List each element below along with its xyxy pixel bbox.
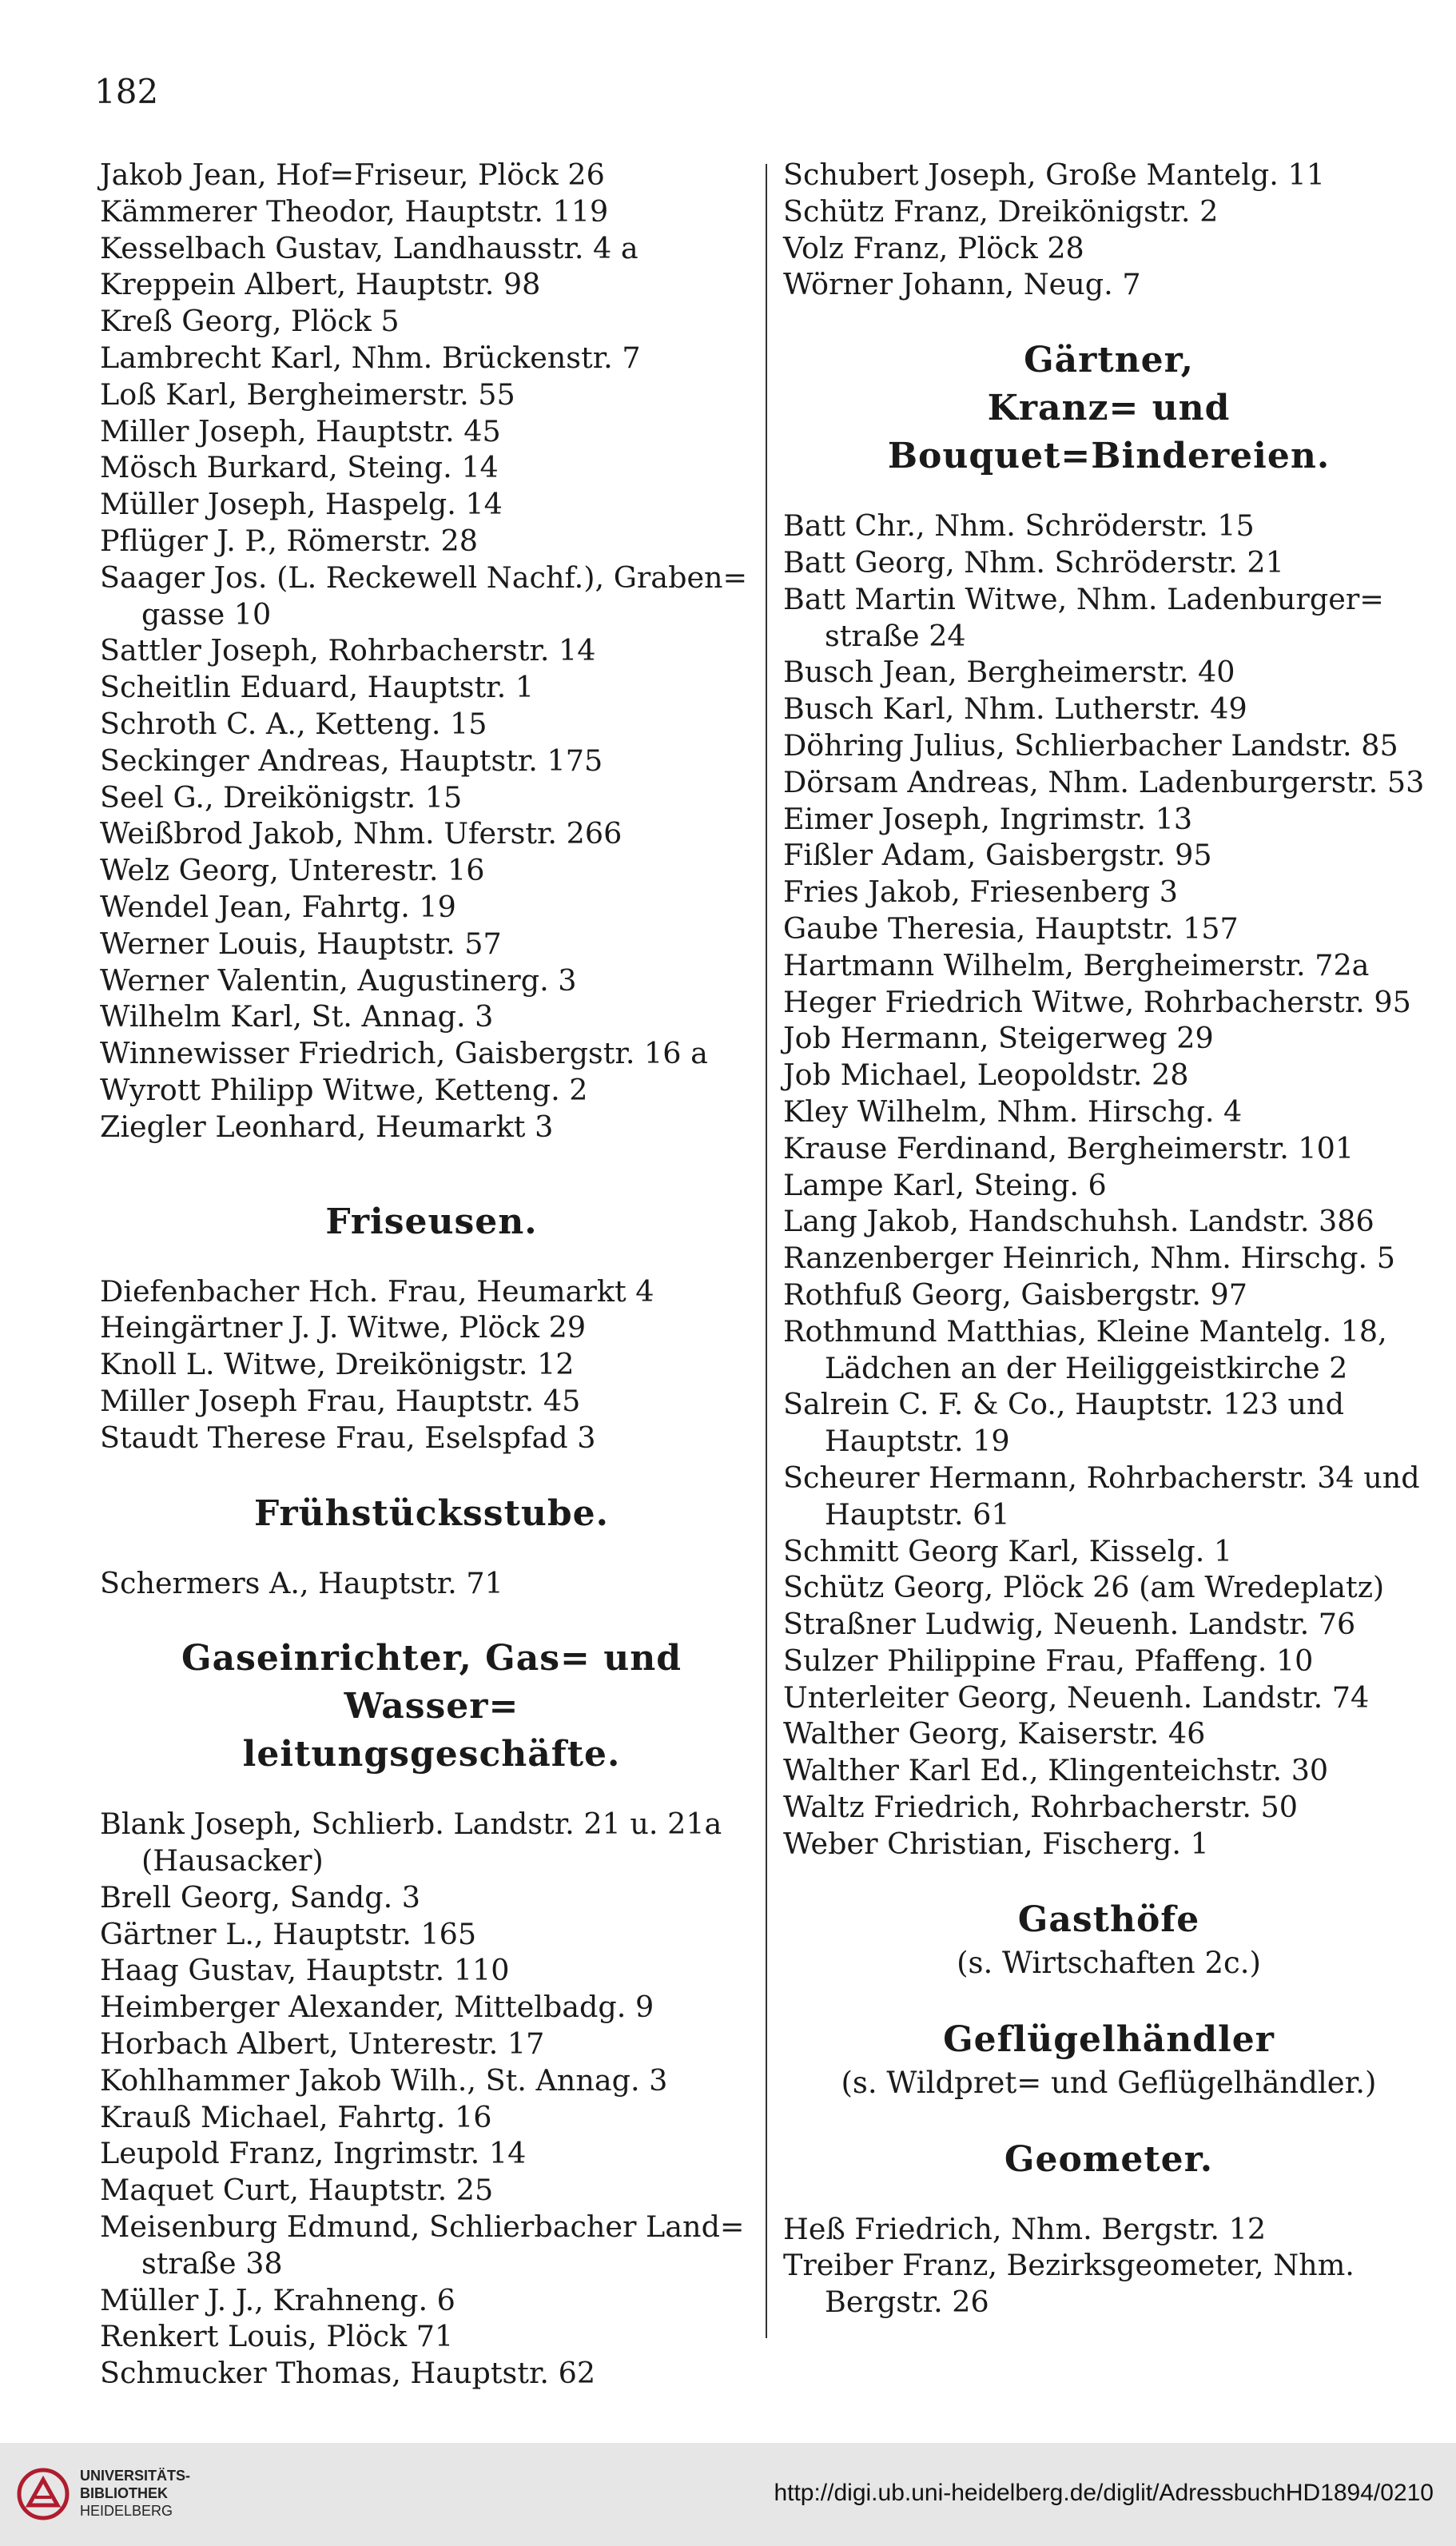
section-heading: Gasthöfe <box>1017 1899 1200 1940</box>
directory-entry: Diefenbacher Hch. Frau, Heumarkt 4 <box>100 1273 654 1309</box>
directory-entry: Straßner Ludwig, Neuenh. Landstr. 76 <box>783 1607 1356 1642</box>
section-heading: Geflügelhändler <box>943 2018 1275 2060</box>
directory-entry: Lambrecht Karl, Nhm. Brückenstr. 7 <box>100 340 641 375</box>
directory-entry: Fißler Adam, Gaisbergstr. 95 <box>783 838 1212 873</box>
directory-entry: Scheurer Hermann, Rohrbacherstr. 34 und <box>783 1460 1420 1495</box>
directory-entry: Schermers A., Hauptstr. 71 <box>100 1565 503 1600</box>
directory-entry-continuation: straße 38 <box>141 2245 283 2281</box>
directory-entry: Müller J. J., Krahneng. 6 <box>100 2282 455 2317</box>
column-divider <box>766 164 767 2338</box>
directory-entry: Rothmund Matthias, Kleine Mantelg. 18, <box>783 1313 1387 1349</box>
directory-entry: Busch Karl, Nhm. Lutherstr. 49 <box>783 691 1247 727</box>
directory-entry: Werner Valentin, Augustinerg. 3 <box>100 962 577 998</box>
library-line-1: UNIVERSITÄTS- <box>80 2468 191 2484</box>
directory-entry: Walther Karl Ed., Klingenteichstr. 30 <box>783 1753 1329 1788</box>
directory-entry: Mösch Burkard, Steing. 14 <box>100 450 499 485</box>
section-heading: Gärtner, <box>1024 340 1194 381</box>
directory-entry-continuation: Hauptstr. 19 <box>825 1424 1010 1459</box>
cross-reference-note: (s. Wirtschaften 2c.) <box>957 1945 1261 1980</box>
directory-entry: Renkert Louis, Plöck 71 <box>100 2319 454 2354</box>
directory-entry: Gaube Theresia, Hauptstr. 157 <box>783 910 1239 946</box>
directory-entry: Wörner Johann, Neug. 7 <box>783 267 1141 302</box>
directory-entry-continuation: Hauptstr. 61 <box>825 1496 1010 1532</box>
directory-entry: Krauß Michael, Fahrtg. 16 <box>100 2099 492 2134</box>
section-heading: Geometer. <box>1004 2138 1214 2180</box>
directory-entry: Schmitt Georg Karl, Kisselg. 1 <box>783 1533 1233 1568</box>
library-line-3: HEIDELBERG <box>80 2503 173 2519</box>
section-gap <box>100 1246 763 1273</box>
directory-entry: Heingärtner J. J. Witwe, Plöck 29 <box>100 1310 587 1345</box>
directory-entry: Haag Gustav, Hauptstr. 110 <box>100 1953 510 1988</box>
directory-entry: Job Hermann, Steigerweg 29 <box>783 1021 1214 1056</box>
directory-entry: Döhring Julius, Schlierbacher Landstr. 85 <box>783 727 1398 763</box>
directory-entry: Fries Jakob, Friesenberg 3 <box>783 875 1178 910</box>
directory-entry-continuation: (Hausacker) <box>141 1843 324 1879</box>
directory-entry: Pflüger J. P., Römerstr. 28 <box>100 523 479 558</box>
footer-bar <box>0 2443 1456 2546</box>
directory-entry: Blank Joseph, Schlierb. Landstr. 21 u. 21a <box>100 1807 722 1842</box>
directory-entry: Kreß Georg, Plöck 5 <box>100 304 400 339</box>
library-name <box>80 2467 190 2520</box>
directory-entry: Winnewisser Friedrich, Gaisbergstr. 16 a <box>100 1036 708 1071</box>
directory-entry: Loß Karl, Bergheimerstr. 55 <box>100 377 515 412</box>
directory-entry: Werner Louis, Hauptstr. 57 <box>100 926 502 961</box>
directory-entry: Welz Georg, Unterestr. 16 <box>100 853 485 888</box>
section-gap <box>100 1601 763 1635</box>
directory-entry-continuation: Bergstr. 26 <box>825 2285 989 2320</box>
directory-entry: Maquet Curt, Hauptstr. 25 <box>100 2173 494 2208</box>
directory-entry: Batt Martin Witwe, Nhm. Ladenburger= <box>783 581 1384 616</box>
source-url[interactable]: http://digi.ub.uni-heidelberg.de/diglit/AdressbuchHD1894/0210 <box>774 2480 1434 2506</box>
directory-entry: Meisenburg Edmund, Schlierbacher Land= <box>100 2209 745 2245</box>
directory-entry: Wendel Jean, Fahrtg. 19 <box>100 889 456 924</box>
directory-entry: Salrein C. F. & Co., Hauptstr. 123 und <box>783 1387 1344 1422</box>
directory-entry: Busch Jean, Bergheimerstr. 40 <box>783 655 1235 690</box>
directory-entry-continuation: gasse 10 <box>141 596 272 632</box>
section-gap <box>100 1146 763 1198</box>
directory-entry: Weißbrod Jakob, Nhm. Uferstr. 266 <box>100 816 623 851</box>
section-heading: Friseusen. <box>325 1201 538 1242</box>
directory-entry: Seckinger Andreas, Hauptstr. 175 <box>100 743 603 778</box>
directory-entry: Miller Joseph, Hauptstr. 45 <box>100 413 501 448</box>
directory-entry: Wyrott Philipp Witwe, Ketteng. 2 <box>100 1072 588 1107</box>
directory-entry: Sattler Joseph, Rohrbacherstr. 14 <box>100 633 596 668</box>
directory-entry: Schmucker Thomas, Hauptstr. 62 <box>100 2356 596 2391</box>
section-gap <box>783 303 1434 337</box>
section-heading: Gaseinrichter, Gas= und Wasser= <box>181 1638 682 1727</box>
directory-entry: Gärtner L., Hauptstr. 165 <box>100 1916 477 1951</box>
directory-entry: Saager Jos. (L. Reckewell Nachf.), Graben= <box>100 560 748 595</box>
directory-entry: Miller Joseph Frau, Hauptstr. 45 <box>100 1383 581 1418</box>
directory-entry: Knoll L. Witwe, Dreikönigstr. 12 <box>100 1347 575 1382</box>
directory-entry: Jakob Jean, Hof=Friseur, Plöck 26 <box>100 157 605 192</box>
directory-entry: Krause Ferdinand, Bergheimerstr. 101 <box>783 1130 1355 1165</box>
directory-entry: Staudt Therese Frau, Eselspfad 3 <box>100 1420 596 1455</box>
section-gap <box>100 1456 763 1490</box>
section-gap <box>783 1863 1434 1896</box>
directory-entry: Batt Georg, Nhm. Schröderstr. 21 <box>783 544 1284 580</box>
section-heading: leitungsgeschäfte. <box>242 1734 621 1775</box>
section-gap <box>783 1982 1434 2016</box>
directory-entry: Horbach Albert, Unterestr. 17 <box>100 2026 545 2062</box>
directory-entry: Schroth C. A., Ketteng. 15 <box>100 706 487 741</box>
directory-entry: Wilhelm Karl, St. Annag. 3 <box>100 999 494 1034</box>
directory-entry: Scheitlin Eduard, Hauptstr. 1 <box>100 670 535 705</box>
page-number: 182 <box>94 72 159 111</box>
directory-entry: Eimer Joseph, Ingrimstr. 13 <box>783 801 1193 836</box>
directory-entry: Seel G., Dreikönigstr. 15 <box>100 779 463 815</box>
directory-entry: Unterleiter Georg, Neuenh. Landstr. 74 <box>783 1679 1370 1715</box>
section-gap <box>100 1538 763 1565</box>
directory-entry: Lampe Karl, Steing. 6 <box>783 1167 1107 1202</box>
directory-entry: Heger Friedrich Witwe, Rohrbacherstr. 95 <box>783 984 1411 1019</box>
directory-entry: Müller Joseph, Haspelg. 14 <box>100 487 503 522</box>
directory-entry: Hartmann Wilhelm, Bergheimerstr. 72a <box>783 947 1370 982</box>
directory-entry: Kley Wilhelm, Nhm. Hirschg. 4 <box>783 1094 1243 1129</box>
directory-entry: Schütz Franz, Dreikönigstr. 2 <box>783 193 1219 229</box>
left-column <box>100 157 763 2392</box>
section-gap <box>100 1779 763 1806</box>
section-gap <box>783 2184 1434 2211</box>
cross-reference-note: (s. Wildpret= und Geflügelhändler.) <box>841 2065 1377 2100</box>
directory-entry: Lang Jakob, Handschuhsh. Landstr. 386 <box>783 1204 1374 1239</box>
directory-entry: Kreppein Albert, Hauptstr. 98 <box>100 267 541 302</box>
section-gap <box>783 480 1434 508</box>
directory-entry: Heimberger Alexander, Mittelbadg. 9 <box>100 1990 654 2025</box>
directory-entry: Sulzer Philippine Frau, Pfaffeng. 10 <box>783 1643 1314 1678</box>
directory-entry: Volz Franz, Plöck 28 <box>783 230 1084 265</box>
library-logo-icon <box>14 2465 72 2523</box>
directory-entry-continuation: Lädchen an der Heiliggeistkirche 2 <box>825 1350 1348 1385</box>
directory-entry: Schütz Georg, Plöck 26 (am Wredeplatz) <box>783 1570 1385 1605</box>
directory-entry: Ziegler Leonhard, Heumarkt 3 <box>100 1109 554 1144</box>
directory-entry: Rothfuß Georg, Gaisbergstr. 97 <box>783 1277 1247 1312</box>
right-column <box>783 157 1434 2321</box>
directory-entry-continuation: straße 24 <box>825 618 966 653</box>
section-heading: Frühstücksstube. <box>254 1492 609 1534</box>
directory-entry: Kämmerer Theodor, Hauptstr. 119 <box>100 193 609 229</box>
directory-entry: Walther Georg, Kaiserstr. 46 <box>783 1716 1206 1751</box>
directory-entry: Schubert Joseph, Große Mantelg. 11 <box>783 157 1325 192</box>
directory-entry: Kohlhammer Jakob Wilh., St. Annag. 3 <box>100 2062 668 2098</box>
directory-entry: Weber Christian, Fischerg. 1 <box>783 1826 1209 1861</box>
directory-entry: Leupold Franz, Ingrimstr. 14 <box>100 2136 527 2171</box>
directory-entry: Dörsam Andreas, Nhm. Ladenburgerstr. 53 <box>783 764 1425 799</box>
directory-entry: Heß Friedrich, Nhm. Bergstr. 12 <box>783 2211 1267 2246</box>
library-line-2: BIBLIOTHEK <box>80 2485 168 2501</box>
directory-entry: Treiber Franz, Bezirksgeometer, Nhm. <box>783 2248 1355 2283</box>
directory-entry: Ranzenberger Heinrich, Nhm. Hirschg. 5 <box>783 1241 1395 1276</box>
directory-entry: Kesselbach Gustav, Landhausstr. 4 a <box>100 230 638 265</box>
section-heading: Kranz= und Bouquet=Bindereien. <box>887 388 1331 477</box>
directory-entry: Batt Chr., Nhm. Schröderstr. 15 <box>783 508 1255 544</box>
section-gap <box>783 2102 1434 2136</box>
directory-entry: Brell Georg, Sandg. 3 <box>100 1879 421 1914</box>
directory-entry: Waltz Friedrich, Rohrbacherstr. 50 <box>783 1790 1298 1825</box>
directory-entry: Job Michael, Leopoldstr. 28 <box>783 1058 1189 1093</box>
